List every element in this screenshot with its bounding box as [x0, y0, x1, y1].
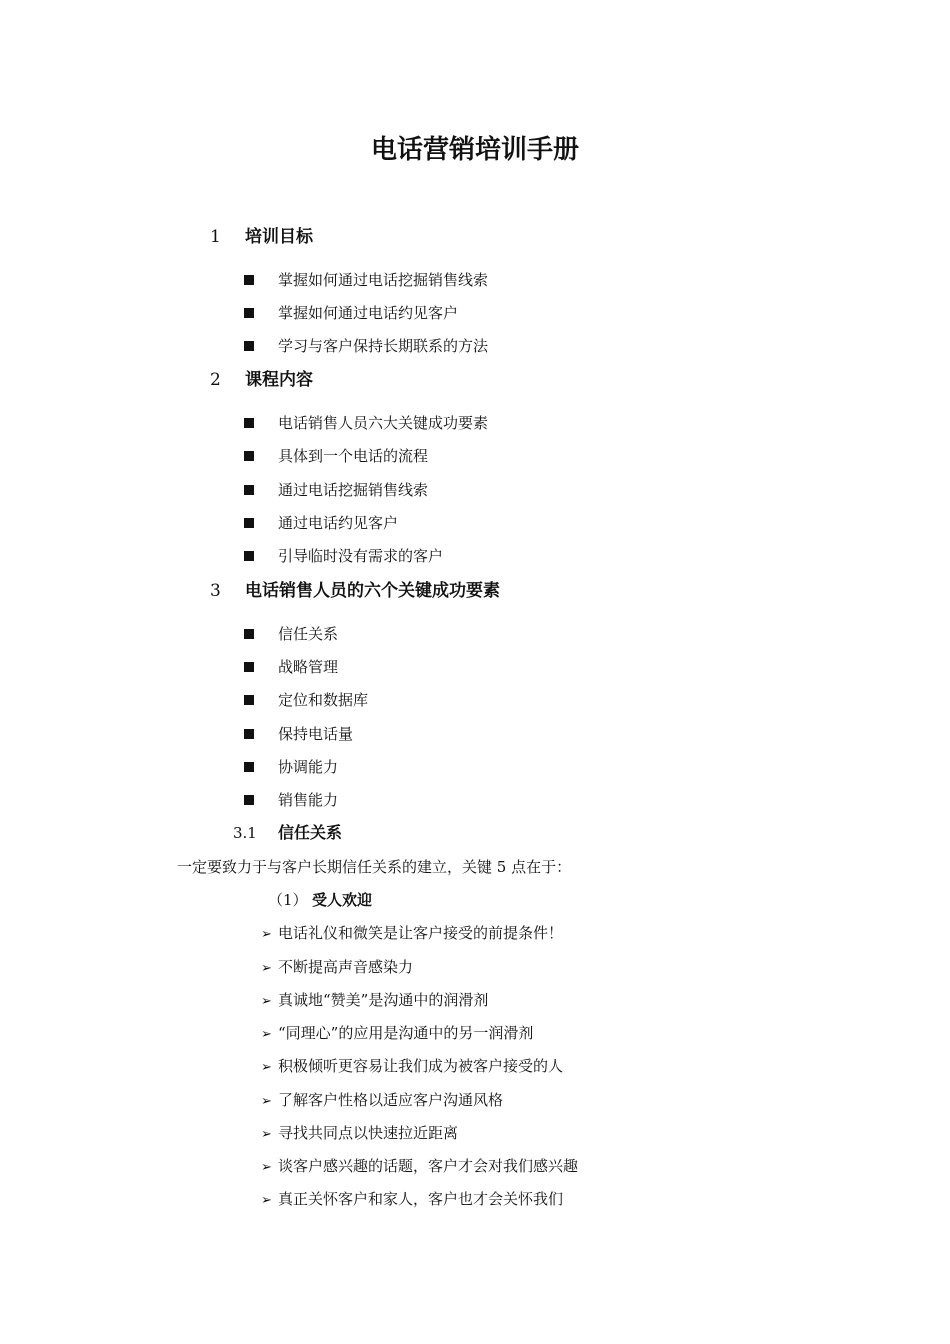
- list-item: 通过电话约见客户: [244, 511, 398, 535]
- list-item: 通过电话挖掘销售线索: [244, 478, 428, 502]
- list-item: ➢ 不断提高声音感染力: [261, 955, 413, 981]
- arrow-bullet-icon: ➢: [261, 1127, 272, 1142]
- arrow-bullet-icon: ➢: [261, 1060, 272, 1075]
- arrow-bullet-icon: ➢: [261, 1027, 272, 1042]
- section-title: 课程内容: [245, 370, 313, 390]
- list-item: ➢ 了解客户性格以适应客户沟通风格: [261, 1088, 503, 1114]
- square-bullet-icon: [244, 551, 254, 561]
- list-item: 协调能力: [244, 755, 338, 779]
- subsection-title: 信任关系: [278, 823, 343, 842]
- list-item: ➢ 真正关怀客户和家人，客户也才会关怀我们: [261, 1187, 563, 1213]
- square-bullet-icon: [244, 729, 254, 739]
- square-bullet-icon: [244, 275, 254, 285]
- arrow-bullet-icon: ➢: [261, 994, 272, 1009]
- section-number: 3: [210, 581, 221, 601]
- list-item: 信任关系: [244, 622, 338, 646]
- list-item: 销售能力: [244, 788, 338, 812]
- arrow-bullet-icon: ➢: [261, 1094, 272, 1109]
- square-bullet-icon: [244, 451, 254, 461]
- section-number: 2: [210, 370, 221, 390]
- list-item: 具体到一个电话的流程: [244, 444, 428, 468]
- square-bullet-icon: [244, 695, 254, 705]
- list-item: ➢ “同理心”的应用是沟通中的另一润滑剂: [261, 1021, 533, 1047]
- document-title: 电话营销培训手册: [370, 135, 579, 165]
- list-item: ➢ 寻找共同点以快速拉近距离: [261, 1121, 458, 1147]
- arrow-bullet-icon: ➢: [261, 1193, 272, 1208]
- list-item: ➢ 真诚地“赞美”是沟通中的润滑剂: [261, 988, 488, 1014]
- list-item: 电话销售人员六大关键成功要素: [244, 411, 488, 435]
- subsection-heading: [233, 821, 342, 845]
- section-title: 电话销售人员的六个关键成功要素: [245, 581, 500, 601]
- point-number: （1）: [268, 891, 308, 909]
- square-bullet-icon: [244, 308, 254, 318]
- arrow-bullet-icon: ➢: [261, 927, 272, 942]
- square-bullet-icon: [244, 418, 254, 428]
- section-heading-2: [210, 367, 313, 393]
- square-bullet-icon: [244, 341, 254, 351]
- section-heading-1: [210, 224, 313, 250]
- list-item: 保持电话量: [244, 722, 353, 746]
- list-item: 定位和数据库: [244, 688, 368, 712]
- square-bullet-icon: [244, 485, 254, 495]
- section-title: 培训目标: [245, 227, 313, 247]
- section-number: 1: [210, 227, 221, 247]
- list-item: 掌握如何通过电话挖掘销售线索: [244, 268, 488, 292]
- section-heading-3: [210, 578, 500, 604]
- square-bullet-icon: [244, 518, 254, 528]
- list-item: ➢ 电话礼仪和微笑是让客户接受的前提条件！: [261, 921, 563, 947]
- point-title: 受人欢迎: [312, 891, 373, 909]
- list-item: ➢ 积极倾听更容易让我们成为被客户接受的人: [261, 1054, 563, 1080]
- arrow-bullet-icon: ➢: [261, 1160, 272, 1175]
- list-item: 掌握如何通过电话约见客户: [244, 301, 458, 325]
- arrow-bullet-icon: ➢: [261, 961, 272, 976]
- list-item: 战略管理: [244, 655, 338, 679]
- square-bullet-icon: [244, 629, 254, 639]
- point-heading: [268, 888, 372, 912]
- square-bullet-icon: [244, 762, 254, 772]
- list-item: ➢ 谈客户感兴趣的话题，客户才会对我们感兴趣: [261, 1154, 578, 1180]
- subsection-number: 3.1: [233, 824, 257, 842]
- intro-paragraph: 一定要致力于与客户长期信任关系的建立，关键 5 点在于：: [177, 858, 572, 876]
- square-bullet-icon: [244, 662, 254, 672]
- list-item: 学习与客户保持长期联系的方法: [244, 334, 488, 358]
- square-bullet-icon: [244, 795, 254, 805]
- list-item: 引导临时没有需求的客户: [244, 544, 443, 568]
